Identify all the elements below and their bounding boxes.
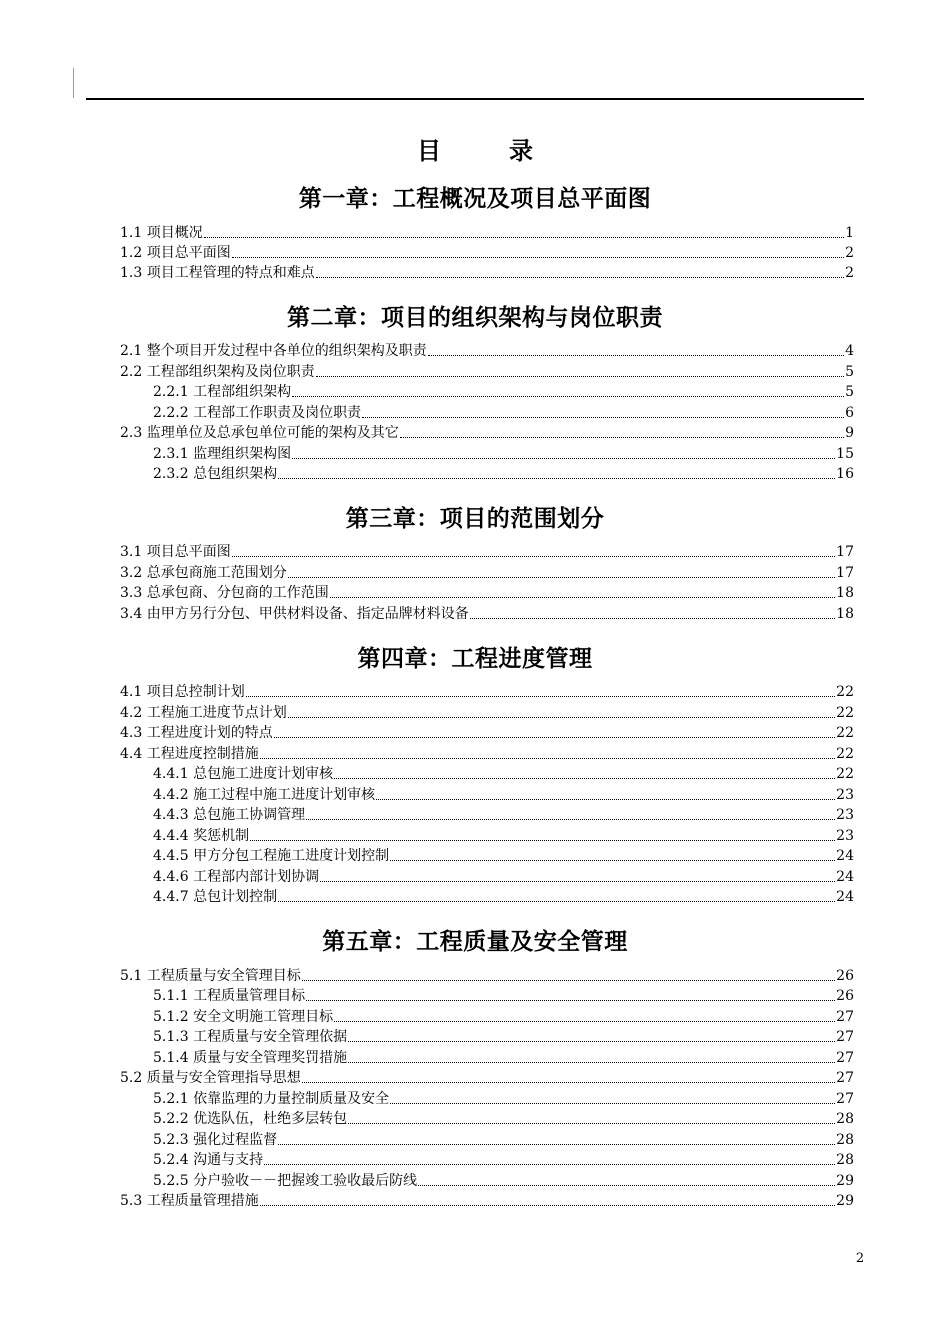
- toc-entry-page: 24: [836, 889, 854, 905]
- toc-entry[interactable]: [153, 887, 854, 907]
- dot-leader: [376, 798, 835, 800]
- toc-entry-label: 4.3 工程进度计划的特点: [120, 725, 273, 741]
- toc-entry-label: 3.4 由甲方另行分包、甲供材料设备、指定品牌材料设备: [120, 606, 469, 622]
- toc-entry-page: 15: [836, 446, 854, 462]
- dot-leader: [302, 1081, 835, 1083]
- dot-leader: [278, 900, 835, 902]
- toc-entry[interactable]: [153, 846, 854, 866]
- dot-leader: [348, 1040, 835, 1042]
- toc-entry-label: 1.1 项目概况: [120, 225, 203, 241]
- toc-entry-page: 5: [845, 384, 854, 400]
- toc-entry-label: 1.2 项目总平面图: [120, 245, 231, 261]
- toc-entry[interactable]: [153, 444, 854, 464]
- toc-entry[interactable]: [120, 341, 854, 361]
- corner-crop-mark: [73, 68, 74, 98]
- toc-entry-page: 22: [836, 684, 854, 700]
- toc-entry-label: 4.2 工程施工进度节点计划: [120, 705, 287, 721]
- dot-leader: [260, 757, 835, 759]
- toc-entry-label: 5.2.1 依靠监理的力量控制质量及安全: [153, 1091, 390, 1107]
- dot-leader: [232, 555, 835, 557]
- toc-entry[interactable]: [153, 805, 854, 825]
- dot-leader: [292, 457, 835, 459]
- toc-entry[interactable]: [120, 583, 854, 603]
- toc-entry-page: 4: [845, 343, 854, 359]
- dot-leader: [204, 236, 844, 238]
- toc-entry-label: 5.2.3 强化过程监督: [153, 1132, 278, 1148]
- toc-entry-page: 16: [836, 466, 854, 482]
- dot-leader: [316, 276, 844, 278]
- toc-entry[interactable]: [120, 682, 854, 702]
- toc-entry[interactable]: [153, 1048, 854, 1068]
- toc-entry[interactable]: [120, 243, 854, 263]
- toc-entry-page: 23: [836, 787, 854, 803]
- toc-entry-label: 2.2.1 工程部组织架构: [153, 384, 292, 400]
- toc-entry[interactable]: [120, 223, 854, 243]
- dot-leader: [348, 1122, 835, 1124]
- toc-entry-page: 17: [836, 544, 854, 560]
- chapter-title: 第一章：工程概况及项目总平面图: [298, 186, 652, 212]
- toc-entry-page: 26: [836, 988, 854, 1004]
- dot-leader: [274, 736, 835, 738]
- header-rule: [86, 98, 864, 100]
- dot-leader: [292, 395, 844, 397]
- toc-entry[interactable]: [153, 867, 854, 887]
- dot-leader: [334, 777, 835, 779]
- toc-entry[interactable]: [153, 1171, 854, 1191]
- toc-entry-label: 5.2 质量与安全管理指导思想: [120, 1070, 301, 1086]
- toc-entry-label: 4.4.7 总包计划控制: [153, 889, 278, 905]
- toc-entry-label: 1.3 项目工程管理的特点和难点: [120, 265, 315, 281]
- toc-entry-page: 27: [836, 1050, 854, 1066]
- toc-entry-label: 5.2.4 沟通与支持: [153, 1152, 264, 1168]
- toc-entry[interactable]: [153, 382, 854, 402]
- toc-entry[interactable]: [120, 423, 854, 443]
- dot-leader: [362, 416, 844, 418]
- toc-entry[interactable]: [120, 362, 854, 382]
- toc-entry[interactable]: [153, 764, 854, 784]
- toc-entry-page: 5: [845, 364, 854, 380]
- dot-leader: [288, 576, 835, 578]
- toc-entry-label: 4.4.2 施工过程中施工进度计划审核: [153, 787, 376, 803]
- toc-entry[interactable]: [153, 403, 854, 423]
- toc-entry-label: 4.4.6 工程部内部计划协调: [153, 869, 320, 885]
- toc-entry[interactable]: [153, 1089, 854, 1109]
- toc-entry-label: 5.2.5 分户验收－－把握竣工验收最后防线: [153, 1173, 418, 1189]
- toc-entry[interactable]: [153, 1027, 854, 1047]
- toc-entry-page: 22: [836, 705, 854, 721]
- toc-entry-label: 2.3.2 总包组织架构: [153, 466, 278, 482]
- toc-entry[interactable]: [120, 1191, 854, 1211]
- chapter-title: 第二章：项目的组织架构与岗位职责: [287, 305, 663, 331]
- toc-entry-label: 4.4.3 总包施工协调管理: [153, 807, 306, 823]
- toc-entry[interactable]: [153, 986, 854, 1006]
- toc-entry-label: 5.1 工程质量与安全管理目标: [120, 968, 301, 984]
- toc-entry-page: 27: [836, 1070, 854, 1086]
- toc-entry[interactable]: [120, 1068, 854, 1088]
- toc-entry-page: 22: [836, 766, 854, 782]
- toc-entry-page: 22: [836, 725, 854, 741]
- toc-entry-page: 29: [836, 1193, 854, 1209]
- toc-entry-page: 28: [836, 1111, 854, 1127]
- toc-entry-label: 5.1.4 质量与安全管理奖罚措施: [153, 1050, 348, 1066]
- toc-entry[interactable]: [120, 563, 854, 583]
- toc-entry-label: 2.1 整个项目开发过程中各单位的组织架构及职责: [120, 343, 427, 359]
- dot-leader: [260, 1204, 835, 1206]
- toc-title: 目 录: [417, 137, 555, 165]
- dot-leader: [264, 1163, 835, 1165]
- toc-entry-page: 28: [836, 1132, 854, 1148]
- dot-leader: [400, 436, 844, 438]
- page-number: 2: [855, 1251, 865, 1266]
- dot-leader: [278, 1143, 835, 1145]
- toc-entry-label: 2.2 工程部组织架构及岗位职责: [120, 364, 315, 380]
- dot-leader: [306, 999, 835, 1001]
- toc-entry-label: 4.4.1 总包施工进度计划审核: [153, 766, 334, 782]
- toc-entry-label: 4.4.5 甲方分包工程施工进度计划控制: [153, 848, 390, 864]
- toc-entry[interactable]: [120, 723, 854, 743]
- toc-entry[interactable]: [153, 826, 854, 846]
- toc-entry-label: 2.2.2 工程部工作职责及岗位职责: [153, 405, 362, 421]
- dot-leader: [330, 596, 835, 598]
- dot-leader: [250, 839, 835, 841]
- toc-entry[interactable]: [120, 744, 854, 764]
- dot-leader: [348, 1061, 835, 1063]
- dot-leader: [418, 1184, 835, 1186]
- toc-entry-label: 5.1.2 安全文明施工管理目标: [153, 1009, 334, 1025]
- chapter-title: 第五章：工程质量及安全管理: [322, 929, 628, 955]
- toc-entry-label: 3.3 总承包商、分包商的工作范围: [120, 585, 329, 601]
- toc-entry-page: 18: [836, 606, 854, 622]
- dot-leader: [390, 1102, 835, 1104]
- dot-leader: [334, 1020, 835, 1022]
- dot-leader: [470, 617, 835, 619]
- toc-entry-page: 27: [836, 1009, 854, 1025]
- toc-entry-label: 5.2.2 优选队伍，杜绝多层转包: [153, 1111, 348, 1127]
- dot-leader: [320, 880, 835, 882]
- toc-entry-page: 22: [836, 746, 854, 762]
- chapter-title: 第四章：工程进度管理: [357, 646, 593, 672]
- toc-entry[interactable]: [153, 1109, 854, 1129]
- toc-entry-page: 1: [845, 225, 854, 241]
- toc-entry[interactable]: [120, 703, 854, 723]
- toc-entry-page: 18: [836, 585, 854, 601]
- dot-leader: [428, 354, 844, 356]
- toc-entry-label: 4.1 项目总控制计划: [120, 684, 245, 700]
- dot-leader: [288, 716, 835, 718]
- toc-entry-page: 2: [845, 265, 854, 281]
- toc-entry-page: 27: [836, 1029, 854, 1045]
- chapter-title: 第三章：项目的范围划分: [345, 506, 605, 532]
- toc-entry-page: 9: [845, 425, 854, 441]
- toc-entry-page: 28: [836, 1152, 854, 1168]
- toc-entry[interactable]: [120, 966, 854, 986]
- toc-entry-page: 27: [836, 1091, 854, 1107]
- toc-entry[interactable]: [120, 542, 854, 562]
- toc-entry-page: 24: [836, 848, 854, 864]
- toc-entry[interactable]: [153, 464, 854, 484]
- dot-leader: [390, 859, 835, 861]
- toc-entry-label: 3.2 总承包商施工范围划分: [120, 565, 287, 581]
- toc-entry-label: 5.1.1 工程质量管理目标: [153, 988, 306, 1004]
- toc-entry-label: 4.4.4 奖惩机制: [153, 828, 250, 844]
- toc-entry-page: 2: [845, 245, 854, 261]
- dot-leader: [232, 256, 844, 258]
- dot-leader: [302, 979, 835, 981]
- toc-entry-page: 26: [836, 968, 854, 984]
- toc-entry-label: 3.1 项目总平面图: [120, 544, 231, 560]
- toc-entry-page: 24: [836, 869, 854, 885]
- toc-entry-label: 4.4 工程进度控制措施: [120, 746, 259, 762]
- toc-entry[interactable]: [153, 1130, 854, 1150]
- toc-entry-page: 17: [836, 565, 854, 581]
- toc-entry-label: 5.1.3 工程质量与安全管理依据: [153, 1029, 348, 1045]
- toc-entry-label: 2.3.1 监理组织架构图: [153, 446, 292, 462]
- toc-entry[interactable]: [120, 604, 854, 624]
- toc-entry[interactable]: [153, 1150, 854, 1170]
- toc-entry-page: 23: [836, 807, 854, 823]
- toc-entry-page: 29: [836, 1173, 854, 1189]
- toc-entry[interactable]: [153, 785, 854, 805]
- toc-entry-page: 23: [836, 828, 854, 844]
- dot-leader: [246, 695, 835, 697]
- dot-leader: [316, 375, 844, 377]
- toc-entry[interactable]: [120, 263, 854, 283]
- toc-entry-page: 6: [845, 405, 854, 421]
- toc-entry-label: 2.3 监理单位及总承包单位可能的架构及其它: [120, 425, 399, 441]
- toc-entry[interactable]: [153, 1007, 854, 1027]
- toc-entry-label: 5.3 工程质量管理措施: [120, 1193, 259, 1209]
- dot-leader: [278, 477, 835, 479]
- dot-leader: [306, 818, 835, 820]
